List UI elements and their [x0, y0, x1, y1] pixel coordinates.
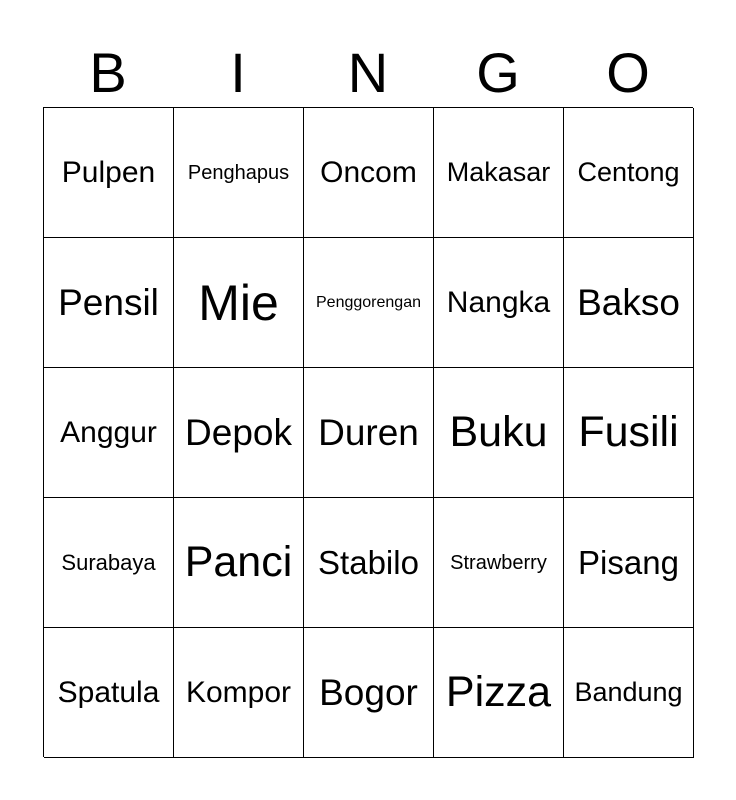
bingo-header	[43, 40, 693, 106]
bingo-cell[interactable]: Pizza	[434, 628, 564, 758]
bingo-cell[interactable]: Panci	[174, 498, 304, 628]
bingo-cell[interactable]: Pensil	[44, 238, 174, 368]
bingo-cell[interactable]: Anggur	[44, 368, 174, 498]
bingo-cell[interactable]: Strawberry	[434, 498, 564, 628]
bingo-cell[interactable]: Oncom	[304, 108, 434, 238]
bingo-cell[interactable]: Mie	[174, 238, 304, 368]
bingo-cell[interactable]: Duren	[304, 368, 434, 498]
header-letter-g: G	[476, 41, 520, 104]
header-letter-o: O	[606, 41, 650, 104]
header-letter-n: N	[347, 41, 389, 104]
bingo-cell[interactable]: Fusili	[564, 368, 694, 498]
bingo-board	[43, 107, 693, 757]
bingo-cell[interactable]: Makasar	[434, 108, 564, 238]
bingo-cell[interactable]: Penghapus	[174, 108, 304, 238]
bingo-cell[interactable]: Pulpen	[44, 108, 174, 238]
bingo-cell[interactable]: Penggorengan	[304, 238, 434, 368]
bingo-cell[interactable]: Depok	[174, 368, 304, 498]
bingo-cell[interactable]: Kompor	[174, 628, 304, 758]
bingo-cell[interactable]: Pisang	[564, 498, 694, 628]
bingo-cell[interactable]: Bakso	[564, 238, 694, 368]
header-letter-b: B	[89, 41, 127, 104]
bingo-cell[interactable]: Nangka	[434, 238, 564, 368]
bingo-cell[interactable]: Spatula	[44, 628, 174, 758]
header-letter-i: I	[230, 41, 246, 104]
bingo-cell[interactable]: Centong	[564, 108, 694, 238]
bingo-cell[interactable]: Stabilo	[304, 498, 434, 628]
bingo-cell[interactable]: Surabaya	[44, 498, 174, 628]
bingo-cell[interactable]: Bogor	[304, 628, 434, 758]
bingo-cell[interactable]: Buku	[434, 368, 564, 498]
bingo-cell[interactable]: Bandung	[564, 628, 694, 758]
